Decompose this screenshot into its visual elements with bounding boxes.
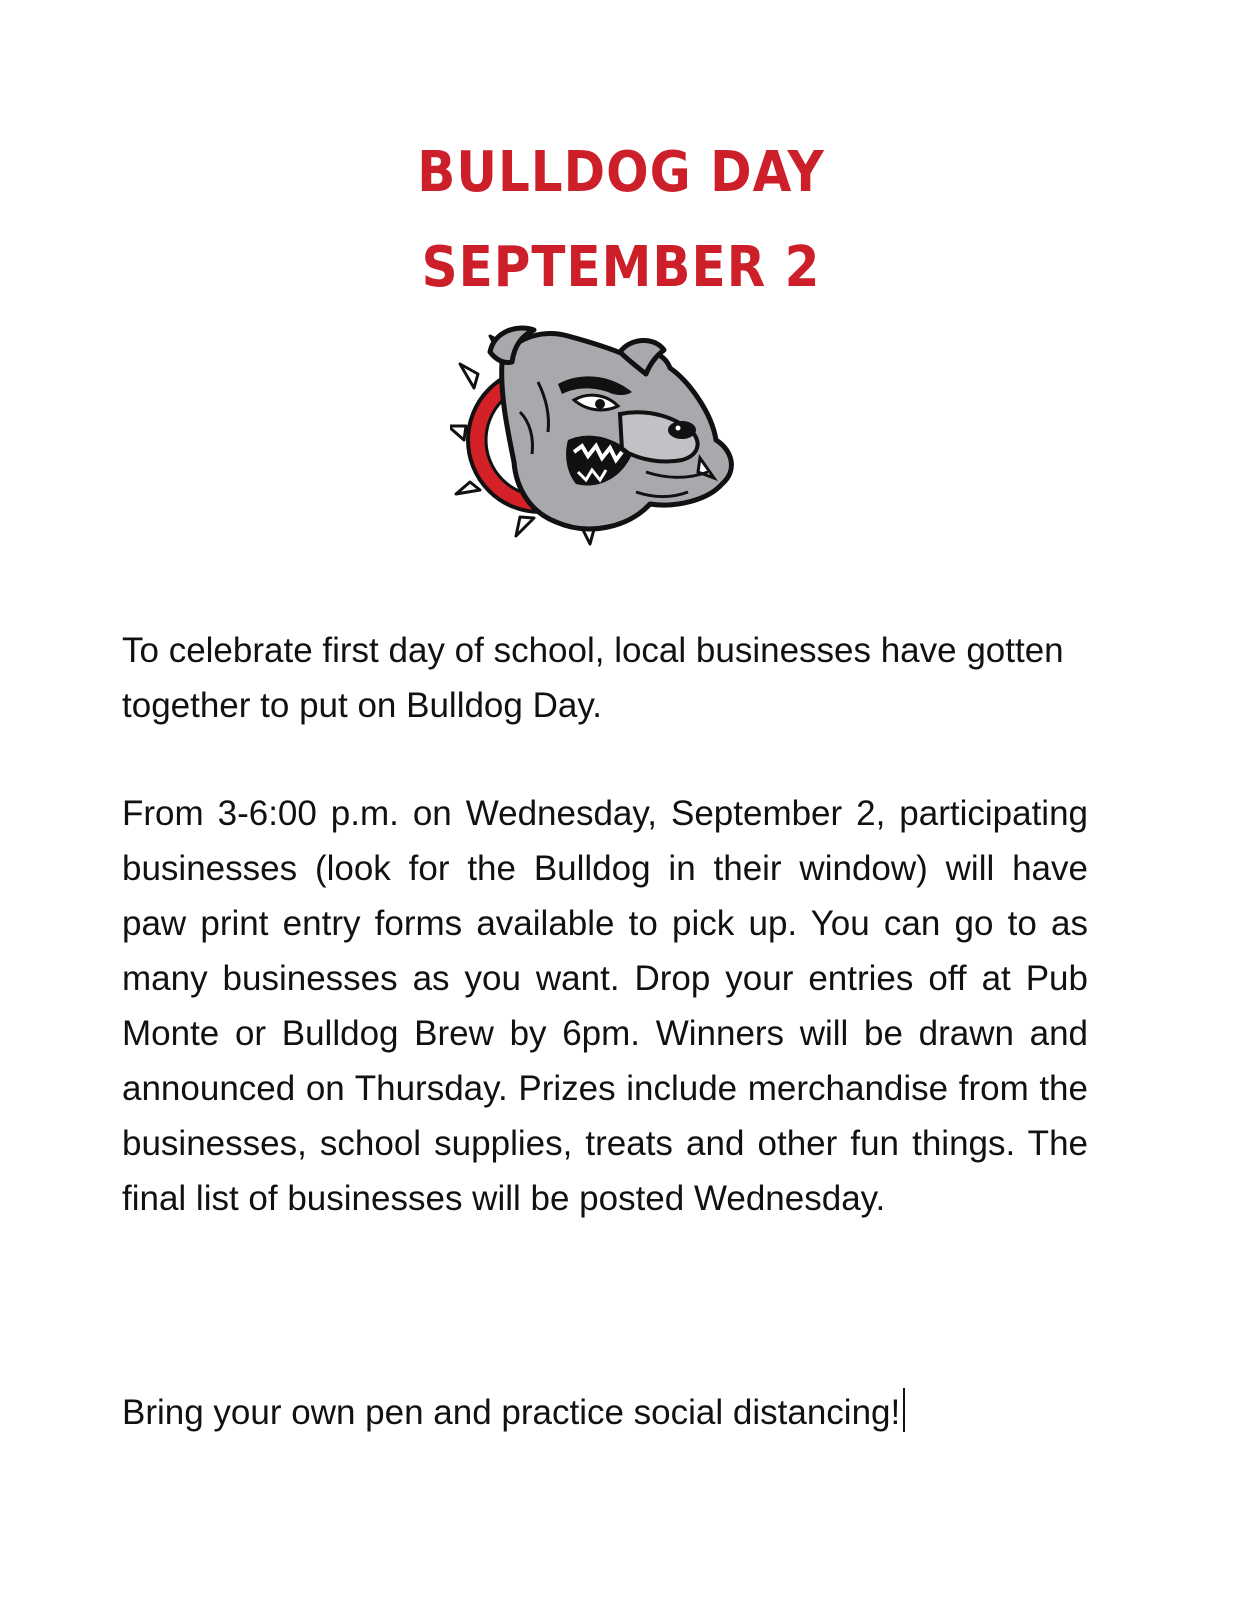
- intro-paragraph: To celebrate first day of school, local businesses have gotten together to put on Bulldog Day.: [122, 631, 1064, 725]
- details-paragraph: From 3-6:00 p.m. on Wednesday, September 2, participating businesses (look for the Bulldog in their window) will have paw print entry forms available to pick up. You can go to as many businesses as you want. Drop your entries off at Pub Monte or Bulldog Brew by 6pm. Winners will be drawn and announced on Thursday. Prizes include merchandise from the businesses, school supplies, treats and other fun things. The final list of businesses will be posted Wednesday.: [122, 794, 1088, 1218]
- bulldog-mascot-icon: [450, 322, 750, 557]
- flyer-date: SEPTEMBER 2: [421, 234, 821, 300]
- flyer-title: BULLDOG DAY: [417, 139, 825, 205]
- closing-paragraph: [122, 1385, 1088, 1440]
- closing-text: Bring your own pen and practice social distancing!: [122, 1393, 901, 1432]
- text-cursor: [903, 1388, 905, 1432]
